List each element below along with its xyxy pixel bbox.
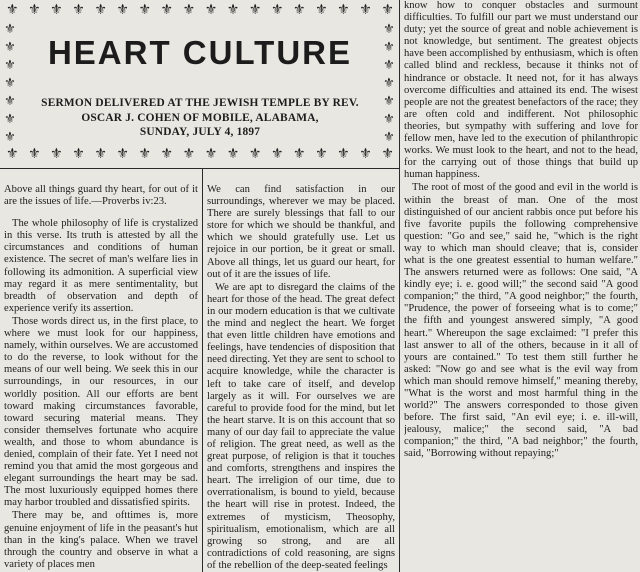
fleur-de-lis-icon: ⚜ [383, 39, 395, 54]
article-paragraph: Those words direct us, in the first place, to where we must look for our happiness, namely, within ourselves. We are accustomed to do the reverse, to look without for the means of our well being. We seek this in our surroundings, in our resources, in our worldly position. All our efforts are bent toward making circumstances favorable, toward securing material means. They consider themselves fortunate who acquire wealth, and those to whom abundance is denied, complain of their fate. Yet I need not remind you that amid the most gorgeous and elegant surroundings the heart may be sad. The most luxuriously equipped homes there may harbor troubled and dissatisfied spirits. [4, 315, 198, 509]
fleur-de-lis-icon: ⚜ [226, 3, 240, 18]
fleur-de-lis-icon: ⚜ [4, 57, 16, 72]
fleur-de-lis-icon: ⚜ [315, 3, 328, 18]
fleur-de-lis-icon: ⚜ [50, 3, 63, 18]
fleur-de-lis-icon: ⚜ [248, 147, 262, 162]
fleur-de-lis-icon: ⚜ [94, 3, 107, 18]
fleur-de-lis-icon: ⚜ [28, 147, 41, 162]
fleur-de-lis-icon: ⚜ [94, 147, 107, 162]
top-ornament-border [0, 2, 400, 20]
fleur-de-lis-icon: ⚜ [138, 3, 152, 18]
fleur-de-lis-icon: ⚜ [6, 3, 19, 18]
fleur-de-lis-icon: ⚜ [383, 21, 395, 36]
article-paragraph: We are apt to disregard the claims of the heart for those of the head. The great defect in our modern education is that we cultivate the mind and neglect the heart. We forget that even little children have emotions and feelings, have tendencies of disposition that need directing. Yet they are sent to school to acquire knowledge, while the character is left to take care of itself, and develop largely as it will. For ourselves we are careful to provide food for the mind, but let the heart starve. It is on this account that so many of our day fail to appreciate the value of religion. The great need, as well as the great purpose, of religion is that it touches and comforts, strengthens and inspires the heart. The irreligion of our time, due to overrationalism, is bound to yield, because the heart will rise in protest. Indeed, the extremes of mysticism, Theosophy, spiritualism, emotionalism, which are all growing so strong, and are all contradictions of cold reasoning, are signs of the rebellion of the deep-seated feelings [207, 281, 395, 571]
fleur-de-lis-icon: ⚜ [116, 147, 129, 162]
article-column-3 [404, 0, 638, 572]
fleur-de-lis-icon: ⚜ [248, 3, 262, 18]
fleur-de-lis-icon: ⚜ [4, 129, 16, 144]
fleur-de-lis-icon: ⚜ [4, 39, 16, 54]
fleur-de-lis-icon: ⚜ [383, 129, 395, 144]
article-paragraph: The root of most of the good and evil in the world is within the breast of man. One of the most distinguished of our ancient rabbis once put before his five favorite pupils the following comprehensive question: "Go and see," said he, "which is the right way to which man should cleave; that is, consider what is the one greatest essential to human welfare." The answers returned were as follows: One said, "A kindly eye; i. e. good will;" the second said "A good companion;" the third, "A good neighbor;" the fourth, "Prudence, the power of forseeing what is to come;" the fifth and youngest answered simply, "A good heart." Whereupon the sage exclaimed: "I prefer this last answer to all of the others, because in it all of yours are contained." To test them still further he asked: "Now go and see what is the evil way from which man should remove himself," meaning thereby, "What is the worst and most harmful thing in the world?" The answers corresponded to those given before. The first said, "An evil eye; i. e. ill-will, jealousy, malice;" the second said, "A bad companion;" the third, "A bad neighbor;" the fourth, said, "Borrowing without repaying;" [404, 182, 638, 460]
article-paragraph: There may be, and ofttimes is, more genuine enjoyment of life in the peasant's hut than in the king's palace. When we travel through the country and observe in what a variety of places men [4, 510, 198, 570]
fleur-de-lis-icon: ⚜ [204, 3, 218, 18]
article-paragraph: The whole philosophy of life is crystalized in this verse. Its truth is attested by all the circumstances and conditions of human existence. The secret of man's welfare lies in following its admonition. A superficial view may regard it as mere sentimentality, but breadth of observation and depth of experience verify its assertion. [4, 218, 198, 314]
subtitle-line: SUNDAY, JULY 4, 1897 [139, 126, 261, 138]
article-column-1 [4, 184, 198, 572]
fleur-de-lis-icon: ⚜ [270, 147, 284, 162]
fleur-de-lis-icon: ⚜ [381, 147, 394, 162]
fleur-de-lis-icon: ⚜ [337, 3, 350, 18]
left-ornament-border [3, 22, 17, 144]
fleur-de-lis-icon: ⚜ [6, 147, 19, 162]
right-ornament-border [382, 22, 396, 144]
headline-title: HEART CULTURE [47, 34, 353, 71]
fleur-de-lis-icon: ⚜ [383, 111, 395, 126]
subtitle-line: OSCAR J. COHEN OF MOBILE, ALABAMA, [81, 111, 319, 124]
fleur-de-lis-icon: ⚜ [337, 147, 350, 162]
fleur-de-lis-icon: ⚜ [72, 147, 85, 162]
fleur-de-lis-icon: ⚜ [383, 57, 395, 72]
bottom-ornament-border [0, 146, 400, 164]
epigraph-paragraph: Above all things guard thy heart, for out of it are the issues of life.—Proverbs iv:23. [4, 184, 198, 208]
fleur-de-lis-icon: ⚜ [293, 147, 306, 162]
article-paragraph: We can find satisfaction in our surroundings, wherever we may be placed. There are surely blessings that fall to our store for which we should be thankful, and which we should gratefully use. Let us rejoice in our portion, be it great or small. Above all things, let us guard our heart, for out of it are the issues of life. [207, 184, 395, 280]
fleur-de-lis-icon: ⚜ [182, 3, 196, 18]
fleur-de-lis-icon: ⚜ [383, 93, 395, 108]
article-paragraph: know how to conquer obstacles and surmount difficulties. To fulfill our part we must understand our duty; yet the source of great and noble achievement is not knowledge, but sentiment. The greatest objects have been accomplished by enthusiasm, which is often called blind and reckless, because it thinks not of hindrance or obstacle. It need not, for it has always overcome difficulties and attained its end. The wisest people are not the greatest benefactors of the race; they are often cold and indifferent. Not philosophic theories, but sympathy with suffering and love for fellow men, have led to the execution of philanthropic works. We must look to the heart, and not to the head, for the carrying out of those things that build up human happiness. [404, 0, 638, 181]
header-rule [0, 168, 399, 169]
fleur-de-lis-icon: ⚜ [160, 3, 174, 18]
fleur-de-lis-icon: ⚜ [182, 147, 196, 162]
fleur-de-lis-icon: ⚜ [50, 147, 63, 162]
fleur-de-lis-icon: ⚜ [359, 3, 372, 18]
fleur-de-lis-icon: ⚜ [381, 3, 394, 18]
fleur-de-lis-icon: ⚜ [28, 3, 41, 18]
fleur-de-lis-icon: ⚜ [138, 147, 152, 162]
fleur-de-lis-icon: ⚜ [4, 111, 16, 126]
fleur-de-lis-icon: ⚜ [116, 3, 129, 18]
subtitle-line: SERMON DELIVERED AT THE JEWISH TEMPLE BY REV. [41, 97, 359, 109]
fleur-de-lis-icon: ⚜ [383, 75, 395, 90]
fleur-de-lis-icon: ⚜ [4, 75, 16, 90]
fleur-de-lis-icon: ⚜ [315, 147, 328, 162]
article-column-2 [207, 184, 395, 572]
fleur-de-lis-icon: ⚜ [293, 3, 306, 18]
fleur-de-lis-icon: ⚜ [270, 3, 284, 18]
fleur-de-lis-icon: ⚜ [4, 93, 16, 108]
column-rule [399, 0, 400, 572]
fleur-de-lis-icon: ⚜ [359, 147, 372, 162]
fleur-de-lis-icon: ⚜ [72, 3, 85, 18]
fleur-de-lis-icon: ⚜ [204, 147, 218, 162]
fleur-de-lis-icon: ⚜ [226, 147, 240, 162]
headline-subtitle [24, 96, 376, 140]
column-rule [202, 168, 203, 572]
fleur-de-lis-icon: ⚜ [4, 21, 16, 36]
fleur-de-lis-icon: ⚜ [160, 147, 174, 162]
